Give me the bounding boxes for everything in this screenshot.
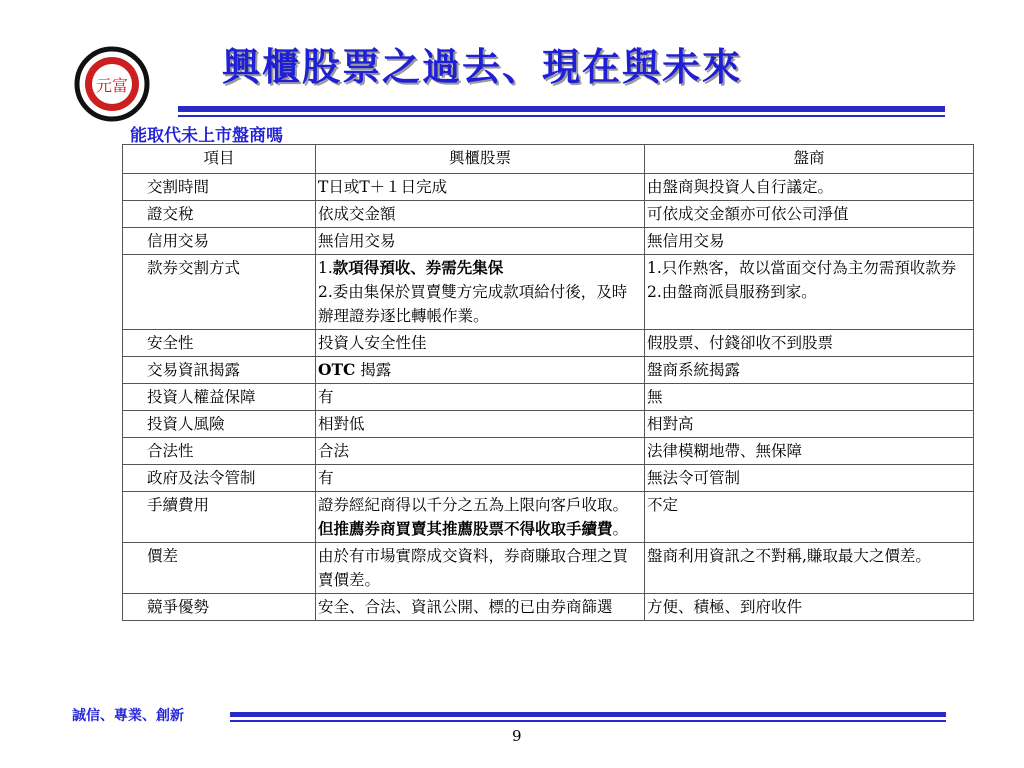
cell-text: 款項得預收、券需先集保: [332, 258, 504, 277]
cell-text: 相對高: [647, 415, 694, 433]
page-number: 9: [512, 727, 522, 745]
table-row: [123, 228, 974, 255]
cell-text: 合法: [318, 442, 350, 460]
table-row: [123, 384, 974, 411]
footer-slogan: 誠信、專業、創新: [72, 708, 184, 724]
cell-text: 盤商系統揭露: [647, 361, 741, 379]
cell-otc: [316, 174, 645, 201]
cell-text: 無信用交易: [318, 232, 396, 250]
cell-item: 交易資訊揭露: [123, 357, 316, 384]
cell-text: 揭露: [355, 361, 392, 379]
cell-text: 但推薦券商買賣其推薦股票不得收取手續費: [318, 519, 613, 538]
cell-item: 政府及法令管制: [123, 465, 316, 492]
table-row: [123, 438, 974, 465]
company-logo: [74, 46, 150, 122]
table-row: [123, 201, 974, 228]
logo-text: 元富: [95, 76, 129, 95]
cell-item: 投資人風險: [123, 411, 316, 438]
header-dealer: 盤商: [645, 145, 974, 174]
table-row: [123, 357, 974, 384]
footer-divider-thin: [230, 720, 946, 722]
cell-text: OTC: [318, 360, 356, 379]
cell-text: 由於有市場實際成交資料，券商賺取合理之買賣價差。: [318, 547, 629, 589]
cell-text: 1.只作熟客，故以當面交付為主勿需預收款券: [647, 259, 957, 277]
cell-item: 手續費用: [123, 492, 316, 543]
header-otc: 興櫃股票: [316, 145, 645, 174]
cell-item: 競爭優勢: [123, 594, 316, 621]
cell-otc: [316, 255, 645, 330]
cell-text: 假股票、付錢卻收不到股票: [647, 334, 834, 352]
cell-otc: [316, 543, 645, 594]
cell-otc: [316, 330, 645, 357]
cell-text: 可依成交金額亦可依公司淨值: [647, 205, 849, 223]
cell-otc: [316, 492, 645, 543]
table-row: [123, 255, 974, 330]
cell-text: 2.委由集保於買賣雙方完成款項給付後，及時辦理證券逐比轉帳作業。: [318, 283, 628, 325]
cell-item: 安全性: [123, 330, 316, 357]
cell-text: 由盤商與投資人自行議定。: [647, 178, 834, 196]
cell-text: 無信用交易: [647, 232, 725, 250]
cell-item: 投資人權益保障: [123, 384, 316, 411]
table-row: [123, 492, 974, 543]
cell-item: 款券交割方式: [123, 255, 316, 330]
table-row: [123, 465, 974, 492]
cell-text: 無: [647, 388, 663, 406]
comparison-table: [122, 144, 974, 621]
cell-dealer: [645, 255, 974, 330]
footer-divider: [230, 712, 946, 717]
cell-dealer: [645, 384, 974, 411]
table-header-row: [123, 145, 974, 174]
cell-otc: [316, 465, 645, 492]
cell-dealer: [645, 357, 974, 384]
cell-otc: [316, 201, 645, 228]
cell-item: 合法性: [123, 438, 316, 465]
cell-dealer: [645, 174, 974, 201]
cell-dealer: [645, 492, 974, 543]
cell-text: 有: [318, 388, 334, 406]
cell-dealer: [645, 330, 974, 357]
cell-text: 有: [318, 469, 334, 487]
cell-text: 法律模糊地帶、無保障: [647, 442, 803, 460]
cell-text: 不定: [647, 496, 679, 514]
cell-item: 信用交易: [123, 228, 316, 255]
cell-text: 盤商利用資訊之不對稱,賺取最大之價差。: [647, 547, 931, 565]
cell-dealer: [645, 411, 974, 438]
title-divider-thin: [178, 115, 945, 117]
cell-text: 方便、積極、到府收件: [647, 598, 803, 616]
section-subtitle: 能取代未上市盤商嗎: [130, 126, 283, 146]
cell-item: 證交稅: [123, 201, 316, 228]
cell-text: 投資人安全性佳: [318, 334, 427, 352]
header-item: 項目: [123, 145, 316, 174]
cell-text: 無法令可管制: [647, 469, 741, 487]
cell-otc: [316, 228, 645, 255]
cell-text: 2.由盤商派員服務到家。: [647, 283, 817, 301]
cell-item: 價差: [123, 543, 316, 594]
cell-text: 1.: [318, 259, 333, 277]
cell-item: 交割時間: [123, 174, 316, 201]
table-row: [123, 594, 974, 621]
cell-text: 。: [612, 520, 629, 538]
cell-dealer: [645, 594, 974, 621]
table-row: [123, 174, 974, 201]
cell-otc: [316, 357, 645, 384]
cell-text: 安全、合法、資訊公開、標的已由券商篩選: [318, 598, 613, 616]
cell-dealer: [645, 543, 974, 594]
title-divider: [178, 106, 945, 112]
cell-text: T日或T＋１日完成: [318, 178, 448, 196]
cell-dealer: [645, 465, 974, 492]
cell-text: 證券經紀商得以千分之五為上限向客戶收取。: [318, 496, 629, 514]
cell-otc: [316, 438, 645, 465]
cell-otc: [316, 594, 645, 621]
table-row: [123, 411, 974, 438]
table-row: [123, 543, 974, 594]
page-title: 興櫃股票之過去、現在與未來: [222, 44, 743, 89]
cell-text: 依成交金額: [318, 205, 396, 223]
cell-otc: [316, 411, 645, 438]
cell-dealer: [645, 438, 974, 465]
cell-dealer: [645, 201, 974, 228]
cell-text: 相對低: [318, 415, 365, 433]
table-row: [123, 330, 974, 357]
cell-otc: [316, 384, 645, 411]
cell-dealer: [645, 228, 974, 255]
